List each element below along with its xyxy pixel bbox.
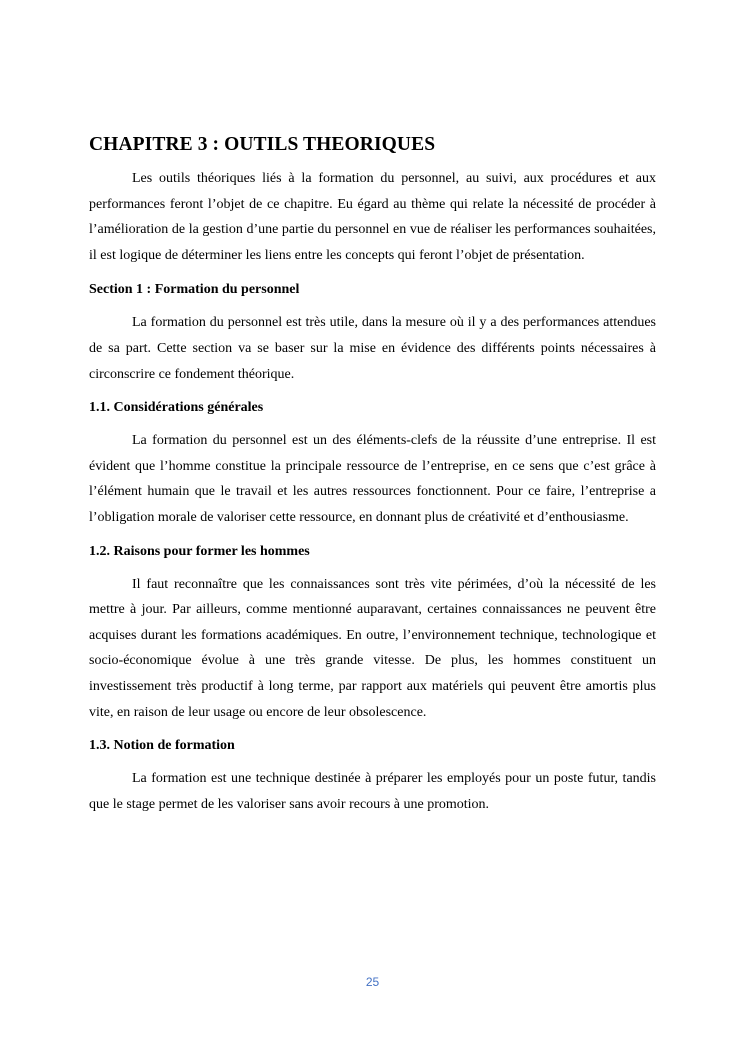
section-1-2-heading: 1.2. Raisons pour former les hommes: [89, 543, 310, 559]
chapter-title: CHAPITRE 3 : OUTILS THEORIQUES: [89, 134, 436, 155]
section-1-paragraph: La formation du personnel est très utile, dans la mesure où il y a des performances attendues de sa part. Cette section va se baser sur la mise en évidence des différents points nécessaires à circonscrire ce fondement théorique.: [89, 315, 656, 382]
section-1-3-heading: 1.3. Notion de formation: [89, 738, 235, 754]
page-number: 25: [365, 975, 380, 989]
chapter-intro-paragraph: Les outils théoriques liés à la formation du personnel, au suivi, aux procédures et aux performances feront l’objet de ce chapitre. Eu égard au thème qui relate la nécessité de procéder à l’amélioration de la gestion d’une partie du personnel en vue de réaliser les performances souhaitées, il est logique de déterminer les liens entre les concepts qui feront l’objet de présentation.: [89, 171, 656, 263]
document-body: [89, 132, 656, 817]
section-1-3-paragraph: La formation est une technique destinée à préparer les employés pour un poste futur, tandis que le stage permet de les valoriser sans avoir recours à une promotion.: [89, 771, 656, 812]
section-1-1-heading: 1.1. Considérations générales: [89, 400, 264, 416]
section-1-1-paragraph: La formation du personnel est un des éléments-clefs de la réussite d’une entreprise. Il est évident que l’homme constitue la principale ressource de l’entreprise, en ce sens que c’est grâce à l’élément humain que le travail et les autres ressources fonctionnent. Pour ce faire, l’entreprise a l’obligation morale de valoriser cette ressource, en donnant plus de créativité et d’enthousiasme.: [89, 433, 656, 525]
section-1-2-paragraph: Il faut reconnaître que les connaissances sont très vite périmées, d’où la nécessité de les mettre à jour. Par ailleurs, comme mentionné auparavant, certaines connaissances ne peuvent être acquises durant les formations académiques. En outre, l’environnement technique, technologique et socio-économique évolue à une très grande vitesse. De plus, les hommes constituent un investissement très productif à long terme, par rapport aux matériels qui peuvent être amortis plus vite, en raison de leur usage ou encore de leur obsolescence.: [89, 576, 656, 720]
section-1-heading: Section 1 : Formation du personnel: [89, 282, 300, 298]
